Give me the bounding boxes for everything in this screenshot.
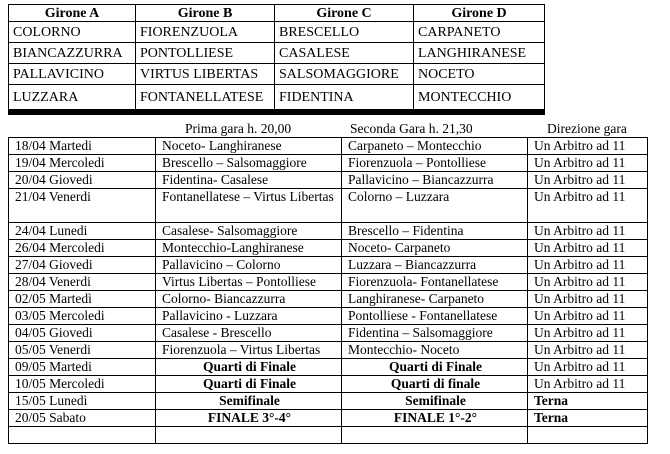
referee-cell: Un Arbitro ad 11 (528, 274, 648, 291)
schedule-row (9, 155, 648, 172)
group-header: Girone B (136, 5, 275, 22)
date-cell: 26/04 Mercoledi (9, 240, 156, 257)
group-header: Girone C (275, 5, 414, 22)
first-game-title: Prima gara h. 20,00 (185, 121, 292, 136)
second-game-cell: Fiorenzuola – Pontolliese (342, 155, 528, 172)
second-game-cell: Noceto- Carpaneto (342, 240, 528, 257)
first-game-cell: Semifinale (156, 393, 342, 410)
referee-cell: Un Arbitro ad 11 (528, 342, 648, 359)
first-game-cell: Fidentina- Casalese (156, 172, 342, 189)
schedule-row (9, 376, 648, 393)
second-game-cell: Pallavicino – Biancazzurra (342, 172, 528, 189)
schedule-row (9, 172, 648, 189)
date-cell: 10/05 Mercoledi (9, 376, 156, 393)
referee-cell: Terna (528, 393, 648, 410)
team-cell: FONTANELLATESE (136, 85, 275, 113)
second-game-cell: Fiorenzuola- Fontanellatese (342, 274, 528, 291)
team-cell: CARPANETO (414, 22, 545, 43)
referee-cell: Un Arbitro ad 11 (528, 376, 648, 393)
schedule-row (9, 240, 648, 257)
first-game-cell: Casalese - Brescello (156, 325, 342, 342)
date-cell (9, 427, 156, 444)
group-header: Girone A (9, 5, 136, 22)
first-game-cell: Quarti di Finale (156, 376, 342, 393)
date-cell: 15/05 Lunedì (9, 393, 156, 410)
referee-cell: Un Arbitro ad 11 (528, 359, 648, 376)
team-cell: SALSOMAGGIORE (275, 64, 414, 85)
referee-cell: Un Arbitro ad 11 (528, 325, 648, 342)
schedule-row (9, 291, 648, 308)
referee-cell: Un Arbitro ad 11 (528, 223, 648, 240)
groups-row (9, 64, 545, 85)
team-cell: LUZZARA (9, 85, 136, 113)
schedule-row (9, 189, 648, 223)
date-cell: 24/04 Lunedi (9, 223, 156, 240)
second-game-cell: Colorno – Luzzara (342, 189, 528, 223)
date-cell: 20/04 Giovedi (9, 172, 156, 189)
second-game-cell: Quarti di Finale (342, 359, 528, 376)
team-cell: BRESCELLO (275, 22, 414, 43)
second-game-cell: Brescello – Fidentina (342, 223, 528, 240)
second-game-cell: Luzzara – Biancazzurra (342, 257, 528, 274)
referee-cell: Un Arbitro ad 11 (528, 240, 648, 257)
date-cell: 27/04 Giovedi (9, 257, 156, 274)
referee-cell: Terna (528, 410, 648, 427)
referee-cell: Un Arbitro ad 11 (528, 172, 648, 189)
schedule-row (9, 410, 648, 427)
first-game-cell: Colorno- Biancazzurra (156, 291, 342, 308)
schedule-row (9, 359, 648, 376)
team-cell: PALLAVICINO (9, 64, 136, 85)
second-game-cell: Pontolliese - Fontanellatese (342, 308, 528, 325)
date-cell: 02/05 Martedì (9, 291, 156, 308)
date-cell: 19/04 Mercoledi (9, 155, 156, 172)
team-cell: LANGHIRANESE (414, 43, 545, 64)
groups-header-row (9, 5, 545, 22)
referee-title: Direzione gara (547, 121, 627, 136)
referee-cell: Un Arbitro ad 11 (528, 308, 648, 325)
first-game-cell: Pallavicino - Luzzara (156, 308, 342, 325)
schedule-table (8, 137, 648, 444)
groups-table (8, 4, 545, 115)
group-header: Girone D (414, 5, 545, 22)
team-cell: MONTECCHIO (414, 85, 545, 113)
groups-row (9, 43, 545, 64)
second-game-cell: Montecchio- Noceto (342, 342, 528, 359)
referee-cell: Un Arbitro ad 11 (528, 257, 648, 274)
schedule-row (9, 342, 648, 359)
referee-cell: Un Arbitro ad 11 (528, 189, 648, 223)
date-cell: 04/05 Giovedi (9, 325, 156, 342)
schedule-row (9, 274, 648, 291)
team-cell: VIRTUS LIBERTAS (136, 64, 275, 85)
referee-cell (528, 427, 648, 444)
team-cell: COLORNO (9, 22, 136, 43)
first-game-cell: Casalese- Salsomaggiore (156, 223, 342, 240)
referee-cell: Un Arbitro ad 11 (528, 155, 648, 172)
date-cell: 21/04 Venerdi (9, 189, 156, 223)
first-game-cell: FINALE 3°-4° (156, 410, 342, 427)
schedule-row (9, 223, 648, 240)
groups-row (9, 85, 545, 113)
date-cell: 18/04 Martedi (9, 138, 156, 155)
second-game-cell: Langhiranese- Carpaneto (342, 291, 528, 308)
first-game-cell: Virtus Libertas – Pontolliese (156, 274, 342, 291)
team-cell: PONTOLLIESE (136, 43, 275, 64)
first-game-cell: Fiorenzuola – Virtus Libertas (156, 342, 342, 359)
first-game-cell: Brescello – Salsomaggiore (156, 155, 342, 172)
first-game-cell: Pallavicino – Colorno (156, 257, 342, 274)
second-game-cell: Fidentina – Salsomaggiore (342, 325, 528, 342)
second-game-cell: FINALE 1°-2° (342, 410, 528, 427)
team-cell: CASALESE (275, 43, 414, 64)
schedule-row (9, 325, 648, 342)
second-game-title: Seconda Gara h. 21,30 (350, 121, 473, 136)
second-game-cell: Semifinale (342, 393, 528, 410)
first-game-cell: Fontanellatese – Virtus Libertas (156, 189, 342, 223)
first-game-cell: Quarti di Finale (156, 359, 342, 376)
date-cell: 28/04 Venerdi (9, 274, 156, 291)
groups-row (9, 22, 545, 43)
date-cell: 05/05 Venerdi (9, 342, 156, 359)
date-cell: 20/05 Sabato (9, 410, 156, 427)
schedule-row (9, 138, 648, 155)
first-game-cell: Noceto- Langhiranese (156, 138, 342, 155)
schedule-row (9, 427, 648, 444)
second-game-cell: Quarti di finale (342, 376, 528, 393)
schedule-row (9, 257, 648, 274)
date-cell: 09/05 Martedi (9, 359, 156, 376)
team-cell: FIORENZUOLA (136, 22, 275, 43)
first-game-cell: Montecchio-Langhiranese (156, 240, 342, 257)
team-cell: FIDENTINA (275, 85, 414, 113)
team-cell: NOCETO (414, 64, 545, 85)
team-cell: BIANCAZZURRA (9, 43, 136, 64)
referee-cell: Un Arbitro ad 11 (528, 138, 648, 155)
schedule-row (9, 308, 648, 325)
second-game-cell: Carpaneto – Montecchio (342, 138, 528, 155)
first-game-cell (156, 427, 342, 444)
schedule-row (9, 393, 648, 410)
referee-cell: Un Arbitro ad 11 (528, 291, 648, 308)
second-game-cell (342, 427, 528, 444)
date-cell: 03/05 Mercoledi (9, 308, 156, 325)
